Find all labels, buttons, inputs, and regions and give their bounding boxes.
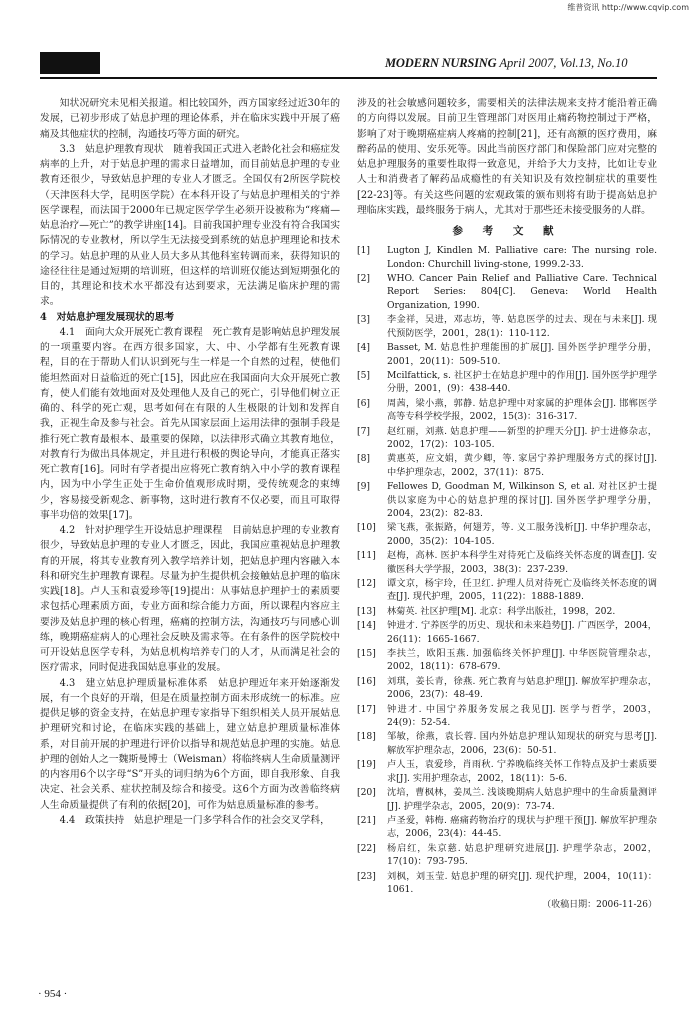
- reference-number: [12]: [357, 578, 376, 589]
- reference-item: [357, 786, 657, 813]
- reference-text: Basset, M. 姑息性护理能围的扩展[J]. 国外医学护理学分册，2001，20(11)：509-510.: [387, 342, 657, 367]
- reference-number: [7]: [357, 425, 371, 437]
- reference-text: 杨启红，朱京慈. 姑息护理研究进展[J]. 护理学杂志，2002，17(10)：793-795.: [387, 842, 657, 868]
- reference-text: WHO. Cancer Pain Relief and Palliative Care. Technical Report Series: 804[C]. Geneva: World Health Organization, 1990.: [387, 273, 657, 311]
- received-date: （收稿日期：2006-11-26）: [542, 900, 657, 911]
- reference-text: 刘琪，姜长青，徐燕. 死亡教育与姑息护理[J]. 解放军护理杂志，2006，23(7)：48-49.: [387, 675, 657, 701]
- reference-number: [20]: [357, 787, 376, 799]
- header-rule: [40, 77, 657, 79]
- reference-item: [357, 313, 657, 340]
- references-title: 参 考 文 献: [452, 225, 562, 237]
- reference-item: [357, 577, 657, 604]
- reference-number: [10]: [357, 522, 376, 534]
- reference-number: [14]: [357, 620, 376, 632]
- reference-item: [357, 369, 657, 396]
- paragraph: 知状况研究未见相关报道。相比较国外，西方国家经过近30年的发展，已初步形成了姑息护理的理论体系，并在临床实践中开展了癌痛及其他症状的控制，沟通技巧等方面的研究。: [40, 98, 340, 140]
- reference-item: [357, 452, 657, 479]
- paragraph: 4.4 政策扶持 姑息护理是一门多学科合作的社会交叉学科，: [59, 814, 330, 826]
- reference-text: 梁飞燕，张振路，何翅芳，等. 义工服务浅析[J]. 中华护理杂志，2000，35(2)：104-105.: [387, 522, 657, 547]
- journal-header: [385, 56, 628, 71]
- paragraph: 4.1 面向大众开展死亡教育课程 死亡教育是影响姑息护理发展的一项重要内容。在西方很多国家，大、中、小学都有生死教育课程，目的在于帮助人们认识到死与生一样是一个自然的过程，使他们能坦然面对日益临近的死亡[15]，因此应在我国面向大众开展死亡教育，使人们能有效地面对及处理他人及自己的死亡，引导他们树立正确的、科学的死亡观，思考如何在有限的人生极限的计划和发挥自我，正视生命及参与社会。首先从国家层面上运用法律的强制手段是推行死亡教育最根本、最重要的保障，以法律形式确立其教育地位，对教育行为做出具体规定，并且进行积极的舆论导向，才能真正落实死亡教育[16]。同时有学者提出应将死亡教育纳入中小学的教育课程内，因为中小学生正处于生命价值观形成时期，受传统观念的束缚少，容易接受新观念、新事物，这时进行教育不仅必要，而且可取得事半功倍的效果[17]。: [40, 326, 340, 521]
- reference-text: 李金祥，吴进，邓志坊，等. 姑息医学的过去、现在与未来[J]. 现代预防医学，2001，28(1)：110-112.: [387, 314, 657, 339]
- reference-text: 沈培，曹枫林，姜凤兰. 浅谈晚期病人姑息护理中的生命质量测评[J]. 护理学杂志，2005，20(9)：73-74.: [387, 787, 657, 812]
- journal-issue: April 2007, Vol.13, No.10: [499, 56, 628, 70]
- reference-item: [357, 521, 657, 548]
- reference-text: 邹敏，徐燕，袁长蓉. 国内外姑息护理认知现状的研究与思考[J]. 解放军护理杂志，2006，23(6)：50-51.: [387, 731, 657, 756]
- reference-number: [23]: [357, 870, 376, 882]
- reference-item: [357, 758, 657, 785]
- left-column: [40, 96, 340, 828]
- reference-text: 黄惠英，应文娟，黄少卿，等. 家居宁养护理服务方式的探讨[J]. 中华护理杂志，2002，37(11)：875.: [387, 453, 657, 478]
- reference-text: Lugton J, Kindlen M. Palliative care: The nursing role. London: Churchill living-stone, 1999.2-33.: [387, 245, 657, 270]
- section-heading: 4 对姑息护理发展现状的思考: [40, 311, 175, 323]
- reference-text: 赵梅，高林. 医护本科学生对待死亡及临终关怀态度的调查[J]. 安徽医科大学学报，2003，38(3)：237-239.: [387, 550, 657, 575]
- reference-item: [357, 341, 657, 368]
- reference-text: 林菊英. 社区护理[M]. 北京：科学出版社，1998，202.: [387, 605, 616, 617]
- paragraph: 涉及的社会敏感问题较多，需要相关的法律法规来支持才能沿着正确的方向得以发展。目前卫生管理部门对医用止痛药物控制过于严格，影响了对于晚期癌症病人疼痛的控制[21]，还有高额的医疗费用，麻醉药品的使用、安乐死等。因此当前医疗部门和保险部门应对完整的姑息护理服务的重要性取得一致意见，并给予大力支持，比如让专业人士和消费者了解药品成瘾性的有关知识及有效控制症状的重要性[22-23]等。有关这些问题的宏观政策的颁布则将有助于提高姑息护理临床实践，最终服务于病人，尤其对于那些还未接受服务的人群。: [357, 98, 657, 216]
- reference-number: [4]: [357, 342, 371, 354]
- reference-item: [357, 549, 657, 576]
- reference-number: [9]: [357, 481, 371, 493]
- reference-text: 赵红丽，刘燕. 姑息护理——新型的护理天分[J]. 护士进修杂志，2002，17(2)：103-105.: [387, 425, 657, 450]
- reference-text: 卢圣爱，韩梅. 癌痛药物治疗的现状与护理干预[J]. 解放军护理杂志，2006，23(4)：44-45.: [387, 814, 657, 840]
- reference-number: [16]: [357, 675, 376, 687]
- reference-item: [357, 244, 657, 271]
- reference-number: [2]: [357, 273, 371, 285]
- paragraph: 3.3 姑息护理教育现状 随着我国正式进入老龄化社会和癌症发病率的上升，对于姑息护理的需求日益增加，而目前姑息护理的专业教育还很少，导致姑息护理的专业人才匮乏。全国仅有2所医学院校（天津医科大学，昆明医学院）在本科开设了与姑息护理相关的宁养医学课程，而法国于2000年已规定医学学生必须开设被称为“疼痛—姑息治疗—死亡”的教学讲座[14]。目前我国护理专业没有符合我国实际情况的专业教材，所以学生无法接受到系统的姑息护理理论和技术的学习。姑息护理的从业人员大多从其他科室转调而来，获得知识的途径往往是通过短期的培训班，但这样的培训班仅能达到短期强化的目的，其理论和技术水平都没有达到要求，无法满足临床护理的需求。: [40, 143, 340, 308]
- reference-item: [357, 703, 657, 730]
- reference-number: [5]: [357, 369, 371, 381]
- reference-item: [357, 425, 657, 452]
- page-number: · 954 ·: [38, 988, 68, 1000]
- reference-number: [8]: [357, 453, 371, 465]
- reference-item: [357, 647, 657, 674]
- reference-item: [357, 870, 657, 897]
- header-black-block: [40, 52, 100, 74]
- reference-item: [357, 272, 657, 312]
- reference-item: [357, 675, 657, 702]
- reference-text: 钟进才. 中国宁养服务发展之我见[J]. 医学与哲学，2003，24(9)：52-54.: [387, 703, 657, 729]
- reference-text: 卢人玉，袁爱珍，肖雨秋. 宁养晚临终关怀工作特点及护士素质要求[J]. 实用护理杂志，2002，18(11)：5-6.: [387, 759, 657, 784]
- reference-item: [357, 605, 657, 618]
- reference-item: [357, 619, 657, 646]
- reference-list: [357, 244, 657, 896]
- right-column: [357, 96, 657, 914]
- paragraph: 4.2 针对护理学生开设姑息护理课程 目前姑息护理的专业教育很少，导致姑息护理的专业人才匮乏，因此，我国应重视姑息护理教育的开展，将其专业教育列入教学培养计划，把姑息护理内容融入本科和研究生护理教育课程。尽量为护生提供机会接触姑息护理的临床实践[18]。卢人玉和袁爱珍等[19]提出：从事姑息护理护士的素质要求包括心理素质方面，专业方面和综合能力方面，所以课程内容应主要涉及姑息护理的核心哲理，癌痛的控制方法，沟通技巧与同感心训练，晚期癌症病人的心理社会反映及需求等。在有条件的医学院校中可开设姑息医学专科，为姑息机构培养专门的人才，从而满足社会的医疗需求，同时促进我国姑息事业的发展。: [40, 525, 340, 674]
- reference-number: [22]: [357, 842, 376, 854]
- reference-number: [13]: [357, 605, 376, 617]
- reference-text: 刘枫，刘玉莹. 姑息护理的研究[J]. 现代护理，2004，10(11)：1061.: [387, 870, 657, 895]
- reference-item: [357, 480, 657, 520]
- reference-number: [15]: [357, 648, 376, 660]
- paragraph: 4.3 建立姑息护理质量标准体系 姑息护理近年来开始逐渐发展，有一个良好的开端，但是在质量控制方面未形成统一的标准。应提供足够的资金支持，在姑息护理专家指导下组织相关人员开展姑息护理研究和讨论，在临床实践的基础上，建立姑息护理质量标准体系，对目前开展的护理进行评价以指导和规范姑息护理的实施。姑息护理的创始人之一魏斯曼博士（Weisman）将临终病人生命质量测评的内容用6个以字母“S”开头的词归纳为6个方面，即自我形象、自我决定、社会关系、症状控制及综合和接受。这6个方面为改善临终病人生命质量提供了有利的依据[20]，可作为姑息质量标准的参考。: [40, 677, 340, 811]
- reference-text: 李扶兰，欧阳玉燕. 加强临终关怀护理[J]. 中华医院管理杂志，2002，18(11)：678-679.: [387, 648, 657, 673]
- reference-number: [19]: [357, 759, 376, 771]
- journal-name: MODERN NURSING: [385, 56, 497, 70]
- reference-item: [357, 814, 657, 841]
- reference-number: [18]: [357, 731, 376, 743]
- reference-text: Fellowes D, Goodman M, Wilkinson S, et al. 对社区护士提供以家庭为中心的姑息护理的探讨[J]. 国外医学护理学分册，2004，23(2)：82-83.: [387, 481, 657, 519]
- watermark-text: 维普资讯 http://www.cqvip.com: [567, 3, 689, 12]
- reference-number: [6]: [357, 397, 371, 409]
- reference-item: [357, 730, 657, 757]
- reference-number: [1]: [357, 245, 371, 257]
- reference-number: [3]: [357, 314, 371, 326]
- reference-item: [357, 397, 657, 424]
- reference-text: 钟进才. 宁养医学的历史、现状和未来趋势[J]. 广西医学，2004，26(11)：1665-1667.: [387, 620, 657, 645]
- reference-text: 谭文京，杨宇玲，任卫红. 护理人员对待死亡及临终关怀态度的调查[J]. 现代护理，2005，11(22)：1888-1889.: [387, 578, 657, 603]
- reference-item: [357, 842, 657, 869]
- reference-number: [21]: [357, 814, 376, 826]
- reference-text: Mcilfattick, s. 社区护士在姑息护理中的作用[J]. 国外医学护理学分册，2001，(9)：438-440.: [387, 369, 657, 395]
- reference-text: 周茜，梁小燕，郭静. 姑息护理中对家属的护理体会[J]. 邯郸医学高等专科学校学报，2002，15(3)：316-317.: [387, 397, 657, 423]
- reference-number: [17]: [357, 703, 376, 715]
- reference-number: [11]: [357, 550, 376, 562]
